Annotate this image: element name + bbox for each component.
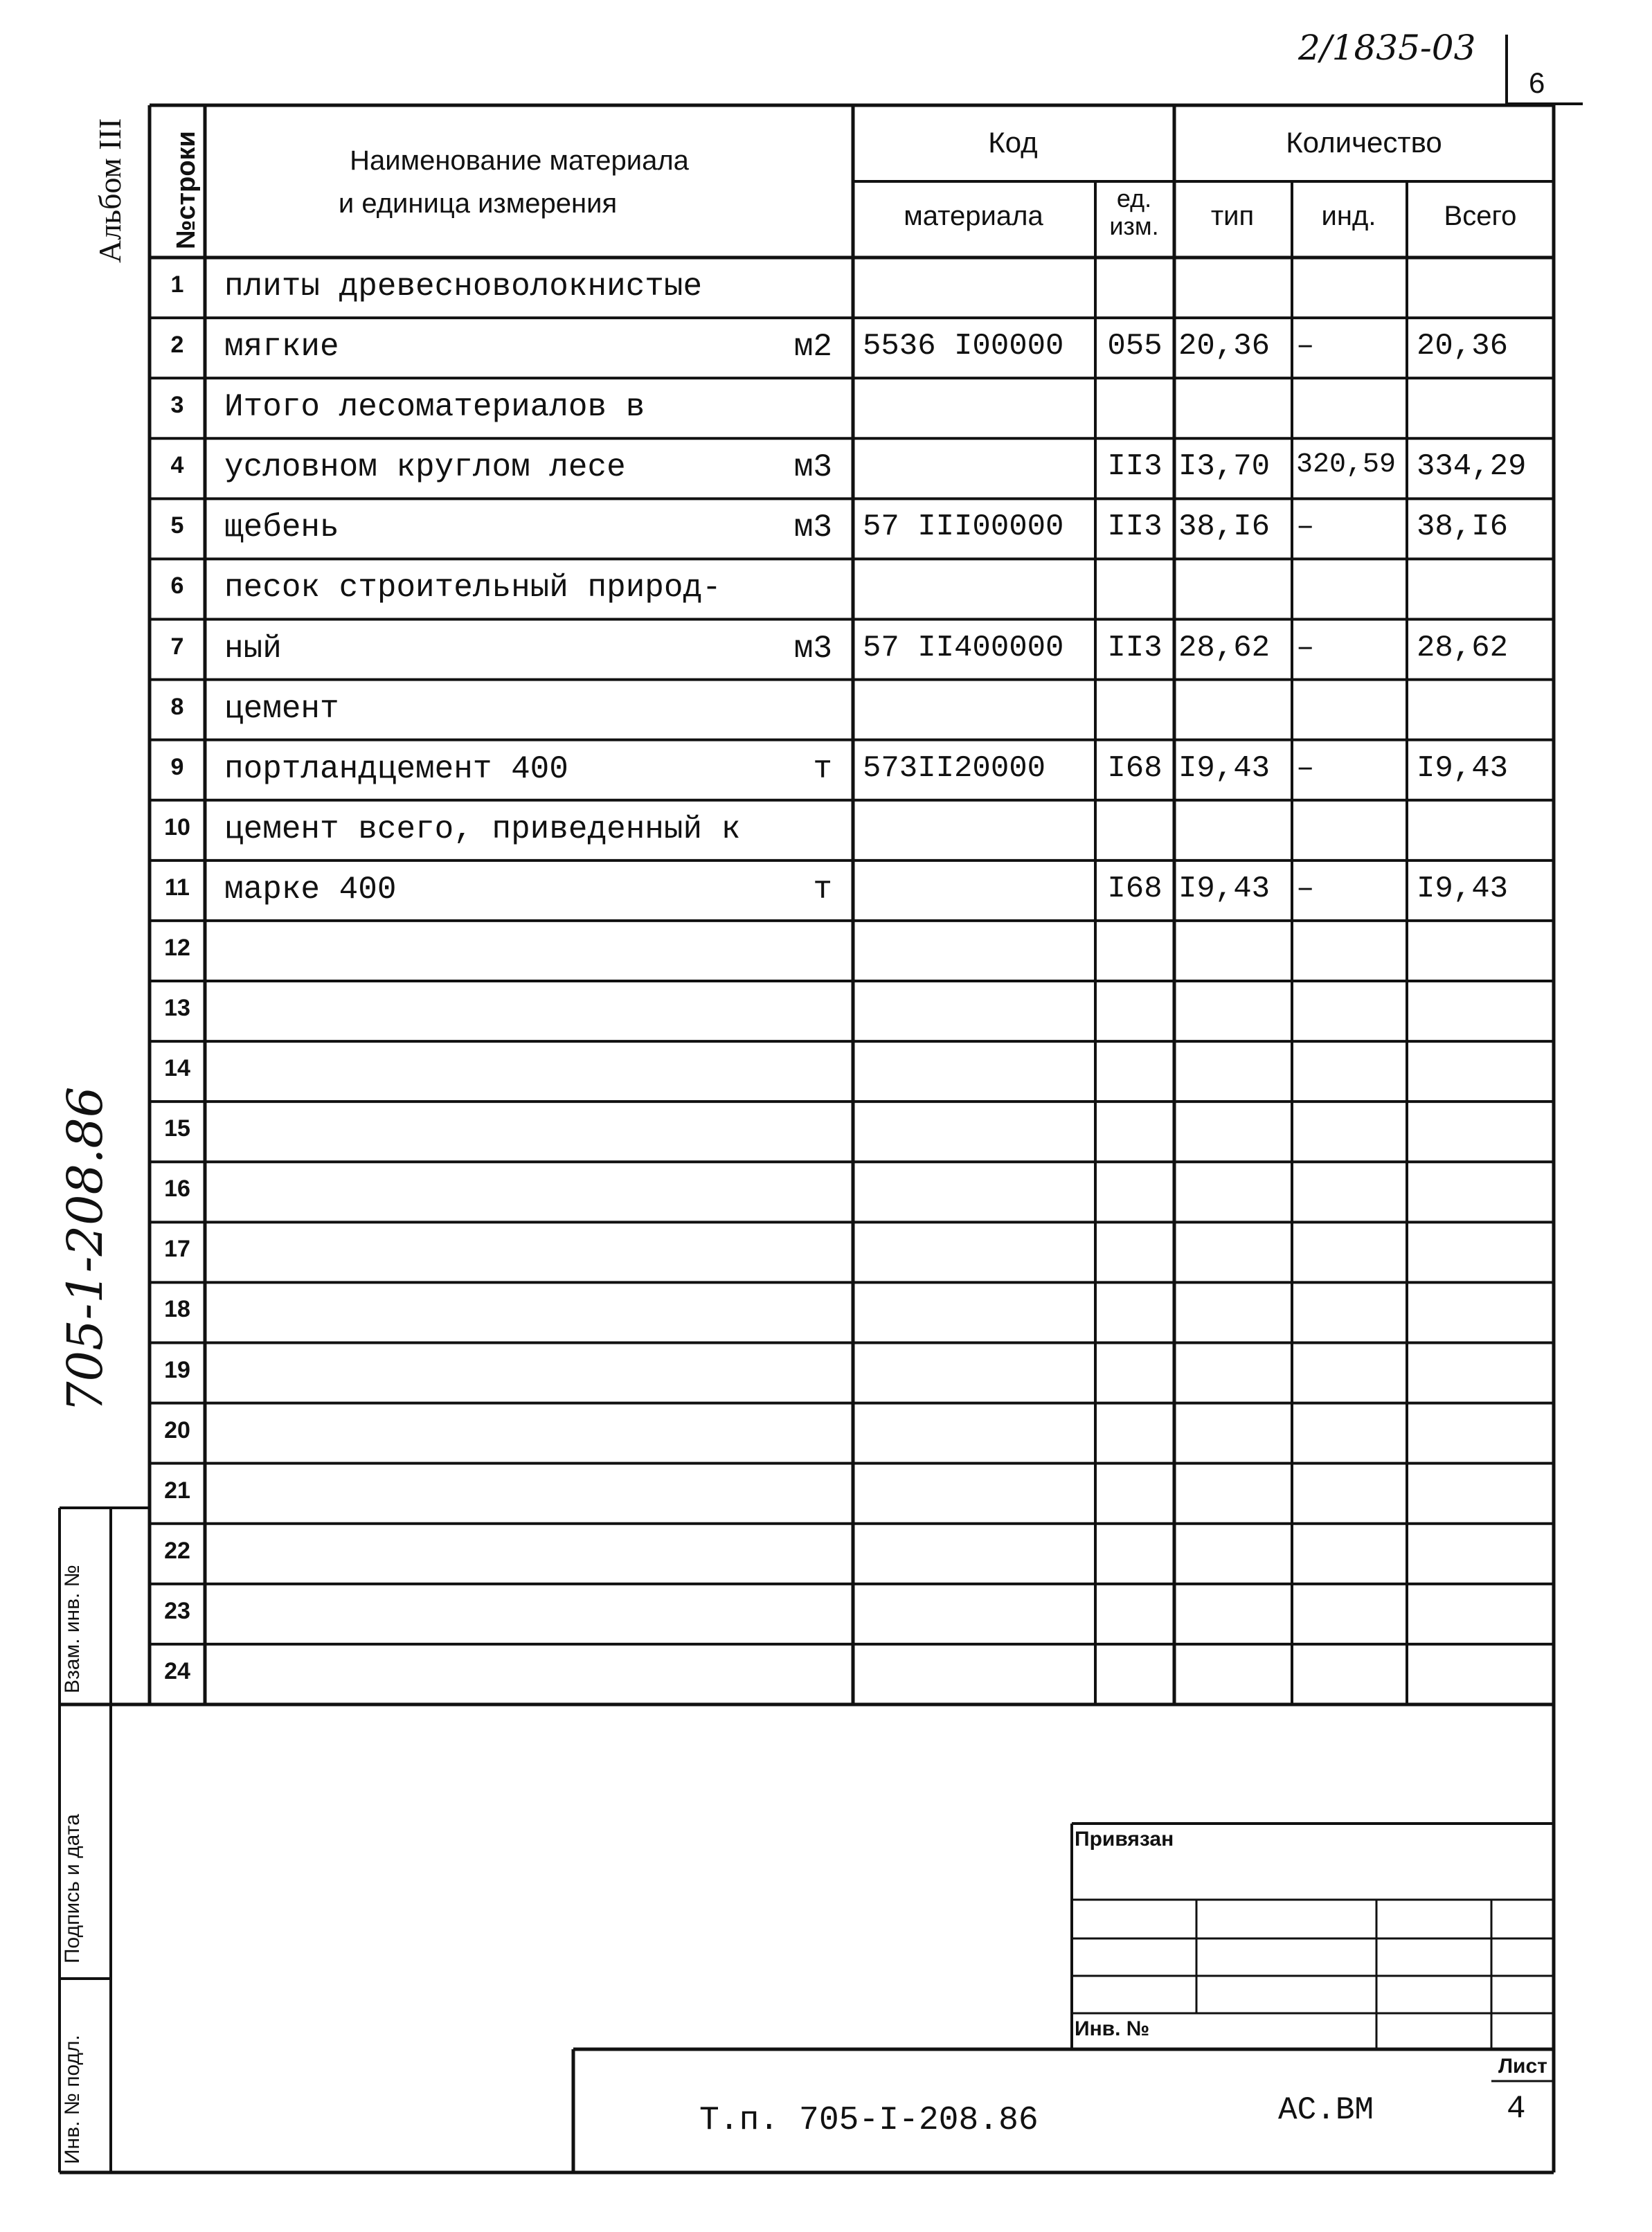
row-number: 3 [170, 392, 184, 419]
stamp-privyazan: Привязан [1075, 1828, 1174, 1851]
qty-total: 334,29 [1417, 449, 1527, 485]
qty-type: I9,43 [1178, 750, 1271, 786]
unit-code: II3 [1107, 510, 1162, 545]
qty-individual: – [1296, 329, 1315, 364]
unit-of-measure: т [813, 750, 832, 787]
qty-total: 38,I6 [1417, 510, 1509, 545]
header-vsego: Всего [1444, 201, 1517, 231]
unit-code: I68 [1107, 871, 1162, 906]
row-number: 23 [164, 1597, 190, 1624]
material-name: мягкие [224, 329, 339, 366]
header-kod-unit-2: изм. [1109, 212, 1159, 240]
header-kod-unit-1: ед. [1116, 184, 1152, 213]
qty-individual: 320,59 [1296, 449, 1397, 481]
row-number: 1 [170, 271, 184, 298]
unit-code: 055 [1107, 329, 1162, 364]
row-number: 15 [164, 1115, 190, 1142]
row-number: 21 [164, 1477, 190, 1504]
header-kolichestvo: Количество [1286, 126, 1442, 159]
stamp-sheet-number: 4 [1507, 2091, 1526, 2127]
row-number: 8 [170, 693, 184, 720]
stamp-sheet-label: Лист [1498, 2055, 1547, 2078]
material-code: 573II20000 [863, 750, 1046, 786]
material-name: щебень [224, 510, 339, 546]
row-number: 20 [164, 1416, 190, 1443]
album-label: Альбом III [92, 118, 127, 263]
side-vzam-inv: Взам. инв. № [61, 1565, 84, 1693]
material-name: плиты древесноволокнистые [224, 269, 703, 305]
header-tip: тип [1210, 201, 1255, 231]
header-kod-material: материала [904, 201, 1043, 231]
qty-individual: – [1296, 510, 1315, 545]
material-name: цемент [224, 690, 339, 727]
unit-of-measure: м3 [793, 449, 832, 486]
qty-individual: – [1296, 630, 1315, 665]
header-name-line1: Наименование материала [350, 145, 689, 176]
row-number: 24 [164, 1657, 190, 1684]
row-number: 5 [170, 512, 184, 539]
material-name: цемент всего, приведенный к [224, 811, 741, 847]
row-number: 2 [170, 332, 184, 359]
row-number: 12 [164, 934, 190, 961]
unit-of-measure: м2 [793, 329, 832, 366]
header-name-line2: и единица измерения [338, 188, 618, 219]
unit-code: I68 [1107, 750, 1162, 786]
material-name: Итого лесоматериалов в [224, 389, 645, 426]
row-number: 16 [164, 1176, 190, 1203]
header-row-no: №строки [172, 131, 201, 249]
unit-code: II3 [1107, 449, 1162, 485]
material-code: 5536 I00000 [863, 329, 1064, 364]
row-number: 14 [164, 1055, 190, 1082]
row-number: 18 [164, 1296, 190, 1323]
row-number: 19 [164, 1356, 190, 1383]
qty-type: 28,62 [1178, 630, 1271, 665]
qty-type: I3,70 [1178, 449, 1271, 485]
material-name: портландцемент 400 [224, 750, 568, 787]
side-podpis-data: Подпись и дата [61, 1814, 84, 1963]
row-number: 6 [170, 573, 184, 600]
header-kod: Код [988, 126, 1038, 159]
qty-type: 20,36 [1178, 329, 1271, 364]
row-number: 17 [164, 1236, 190, 1263]
material-code: 57 II400000 [863, 630, 1064, 665]
qty-type: I9,43 [1178, 871, 1271, 906]
side-inv-podl: Инв. № подл. [61, 2035, 84, 2164]
qty-individual: – [1296, 871, 1315, 906]
qty-total: I9,43 [1417, 750, 1509, 786]
material-name: ный [224, 630, 282, 667]
qty-total: 20,36 [1417, 329, 1509, 364]
handwritten-code: 2/1835-03 [1298, 28, 1476, 68]
page-number: 6 [1529, 66, 1545, 99]
row-number: 22 [164, 1537, 190, 1564]
unit-code: II3 [1107, 630, 1162, 665]
row-number: 7 [170, 633, 184, 660]
qty-type: 38,I6 [1178, 510, 1271, 545]
row-number: 9 [170, 753, 184, 780]
stamp-inv-no: Инв. № [1075, 2017, 1150, 2040]
material-name: марке 400 [224, 871, 397, 908]
row-number: 4 [170, 452, 184, 479]
qty-total: I9,43 [1417, 871, 1509, 906]
unit-of-measure: м3 [793, 630, 832, 667]
material-name: условном круглом лесе [224, 449, 626, 486]
side-code: 705-1-208.86 [57, 1086, 114, 1412]
qty-individual: – [1296, 750, 1315, 786]
row-number: 11 [165, 874, 190, 901]
header-ind: инд. [1321, 201, 1376, 231]
qty-total: 28,62 [1417, 630, 1509, 665]
unit-of-measure: м3 [793, 510, 832, 546]
stamp-section: АС.ВМ [1278, 2092, 1374, 2128]
row-number: 10 [164, 813, 190, 840]
unit-of-measure: т [813, 871, 832, 908]
material-code: 57 III00000 [863, 510, 1064, 545]
row-number: 13 [164, 995, 190, 1021]
stamp-designation: Т.п. 705-I-208.86 [699, 2102, 1039, 2139]
material-name: песок строительный природ- [224, 570, 721, 606]
